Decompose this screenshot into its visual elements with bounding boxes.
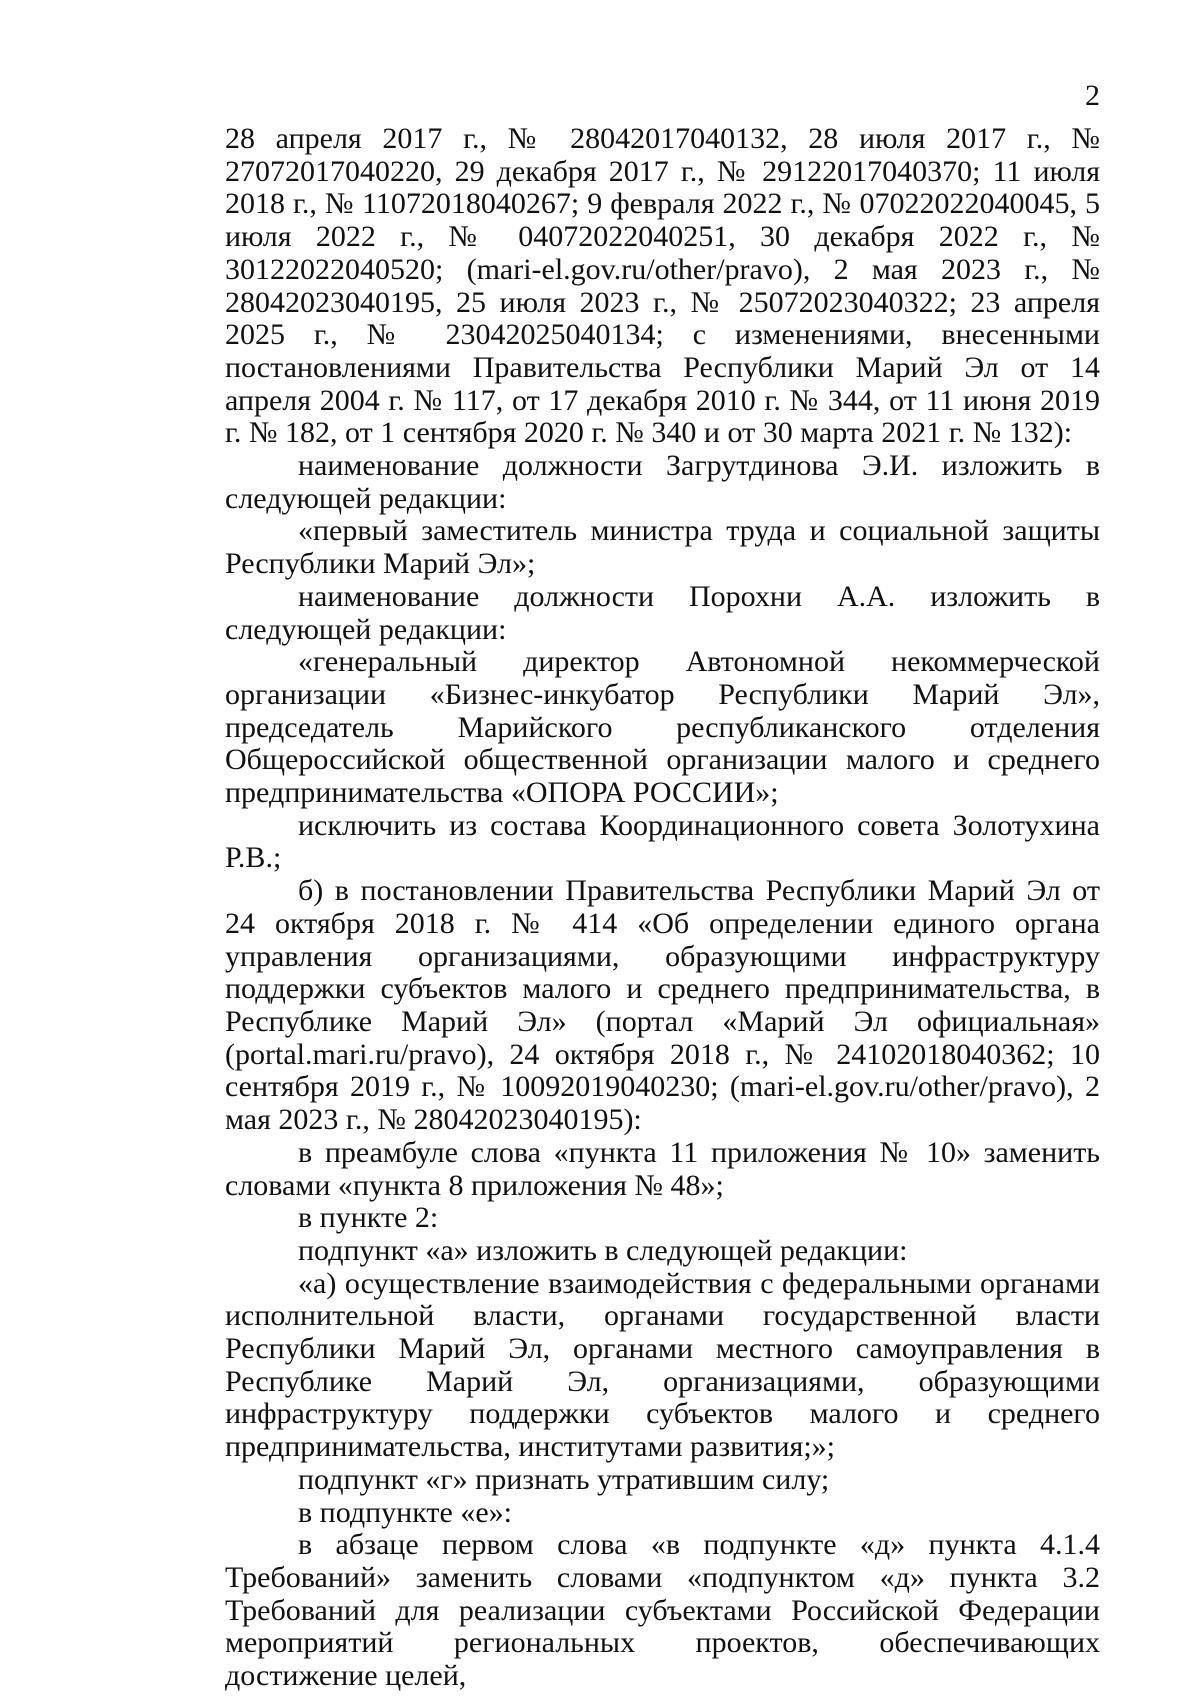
paragraph: подпункт «а» изложить в следующей редакции:: [298, 1233, 908, 1267]
paragraph: в преамбуле слова «пункта 11 приложения № 10» заменить словами «пункта 8 приложения № 48»;: [225, 1135, 1100, 1202]
paragraph: «первый заместитель министра труда и социальной защиты Республики Марий Эл»;: [225, 514, 1100, 581]
paragraph: б) в постановлении Правительства Республики Марий Эл от 24 октября 2018 г. № 414 «Об определении единого органа управления организациями, образующими инфраструктуру поддержки субъектов малого и среднего предпринимательства, в Республике Марий Эл» (портал «Марий Эл официальная» (portal.mari.ru/pravo), 24 октября 2018 г., № 24102018040362; 10 сентября 2019 г., № 10092019040230; (mari-el.gov.ru/other/pravo), 2 мая 2023 г., № 28042023040195):: [225, 874, 1100, 1137]
page-number: 2: [1085, 79, 1100, 112]
paragraph: исключить из состава Координационного совета Золотухина Р.В.;: [225, 808, 1100, 875]
paragraph: наименование должности Порохни А.А. изложить в следующей редакции:: [225, 579, 1100, 646]
paragraph: наименование должности Загрутдинова Э.И. изложить в следующей редакции:: [225, 449, 1100, 515]
paragraph: «а) осуществление взаимодействия с федеральными органами исполнительной власти, органами государственной власти Республики Марий Эл, органами местного самоуправления в Республике Марий Эл, организациями, образующими инфраструктуру поддержки субъектов малого и среднего предпринимательства, институтами развития;»;: [225, 1266, 1100, 1464]
paragraph: «генеральный директор Автономной некоммерческой организации «Бизнес-инкубатор Республики Марий Эл», председатель Марийского республиканского отделения Общероссийской общественной организации малого и среднего предпринимательства «ОПОРА РОССИИ»;: [225, 645, 1100, 810]
document-body: [225, 123, 1100, 1693]
paragraph: в абзаце первом слова «в подпункте «д» пункта 4.1.4 Требований» заменить словами «подпунктом «д» пункта 3.2 Требований для реализации субъектами Российской Федерации мероприятий региональных проектов, обеспечивающих достижение целей,: [225, 1528, 1100, 1693]
paragraph: в пункте 2:: [298, 1201, 439, 1235]
paragraph-continuation: 28 апреля 2017 г., № 28042017040132, 28 июля 2017 г., № 27072017040220, 29 декабря 2017 г., № 29122017040370; 11 июля 2018 г., № 11072018040267; 9 февраля 2022 г., № 07022022040045, 5 июля 2022 г., № 04072022040251, 30 декабря 2022 г., № 30122022040520; (mari-el.gov.ru/other/pravo), 2 мая 2023 г., № 28042023040195, 25 июля 2023 г., № 25072023040322; 23 апреля 2025 г., № 23042025040134; с изменениями, внесенными постановлениями Правительства Республики Марий Эл от 14 апреля 2004 г. № 117, от 17 декабря 2010 г. № 344, от 11 июня 2019 г. № 182, от 1 сентября 2020 г. № 340 и от 30 марта 2021 г. № 132):: [225, 122, 1100, 450]
paragraph: в подпункте «е»:: [298, 1495, 512, 1529]
paragraph: подпункт «г» признать утратившим силу;: [298, 1462, 830, 1496]
